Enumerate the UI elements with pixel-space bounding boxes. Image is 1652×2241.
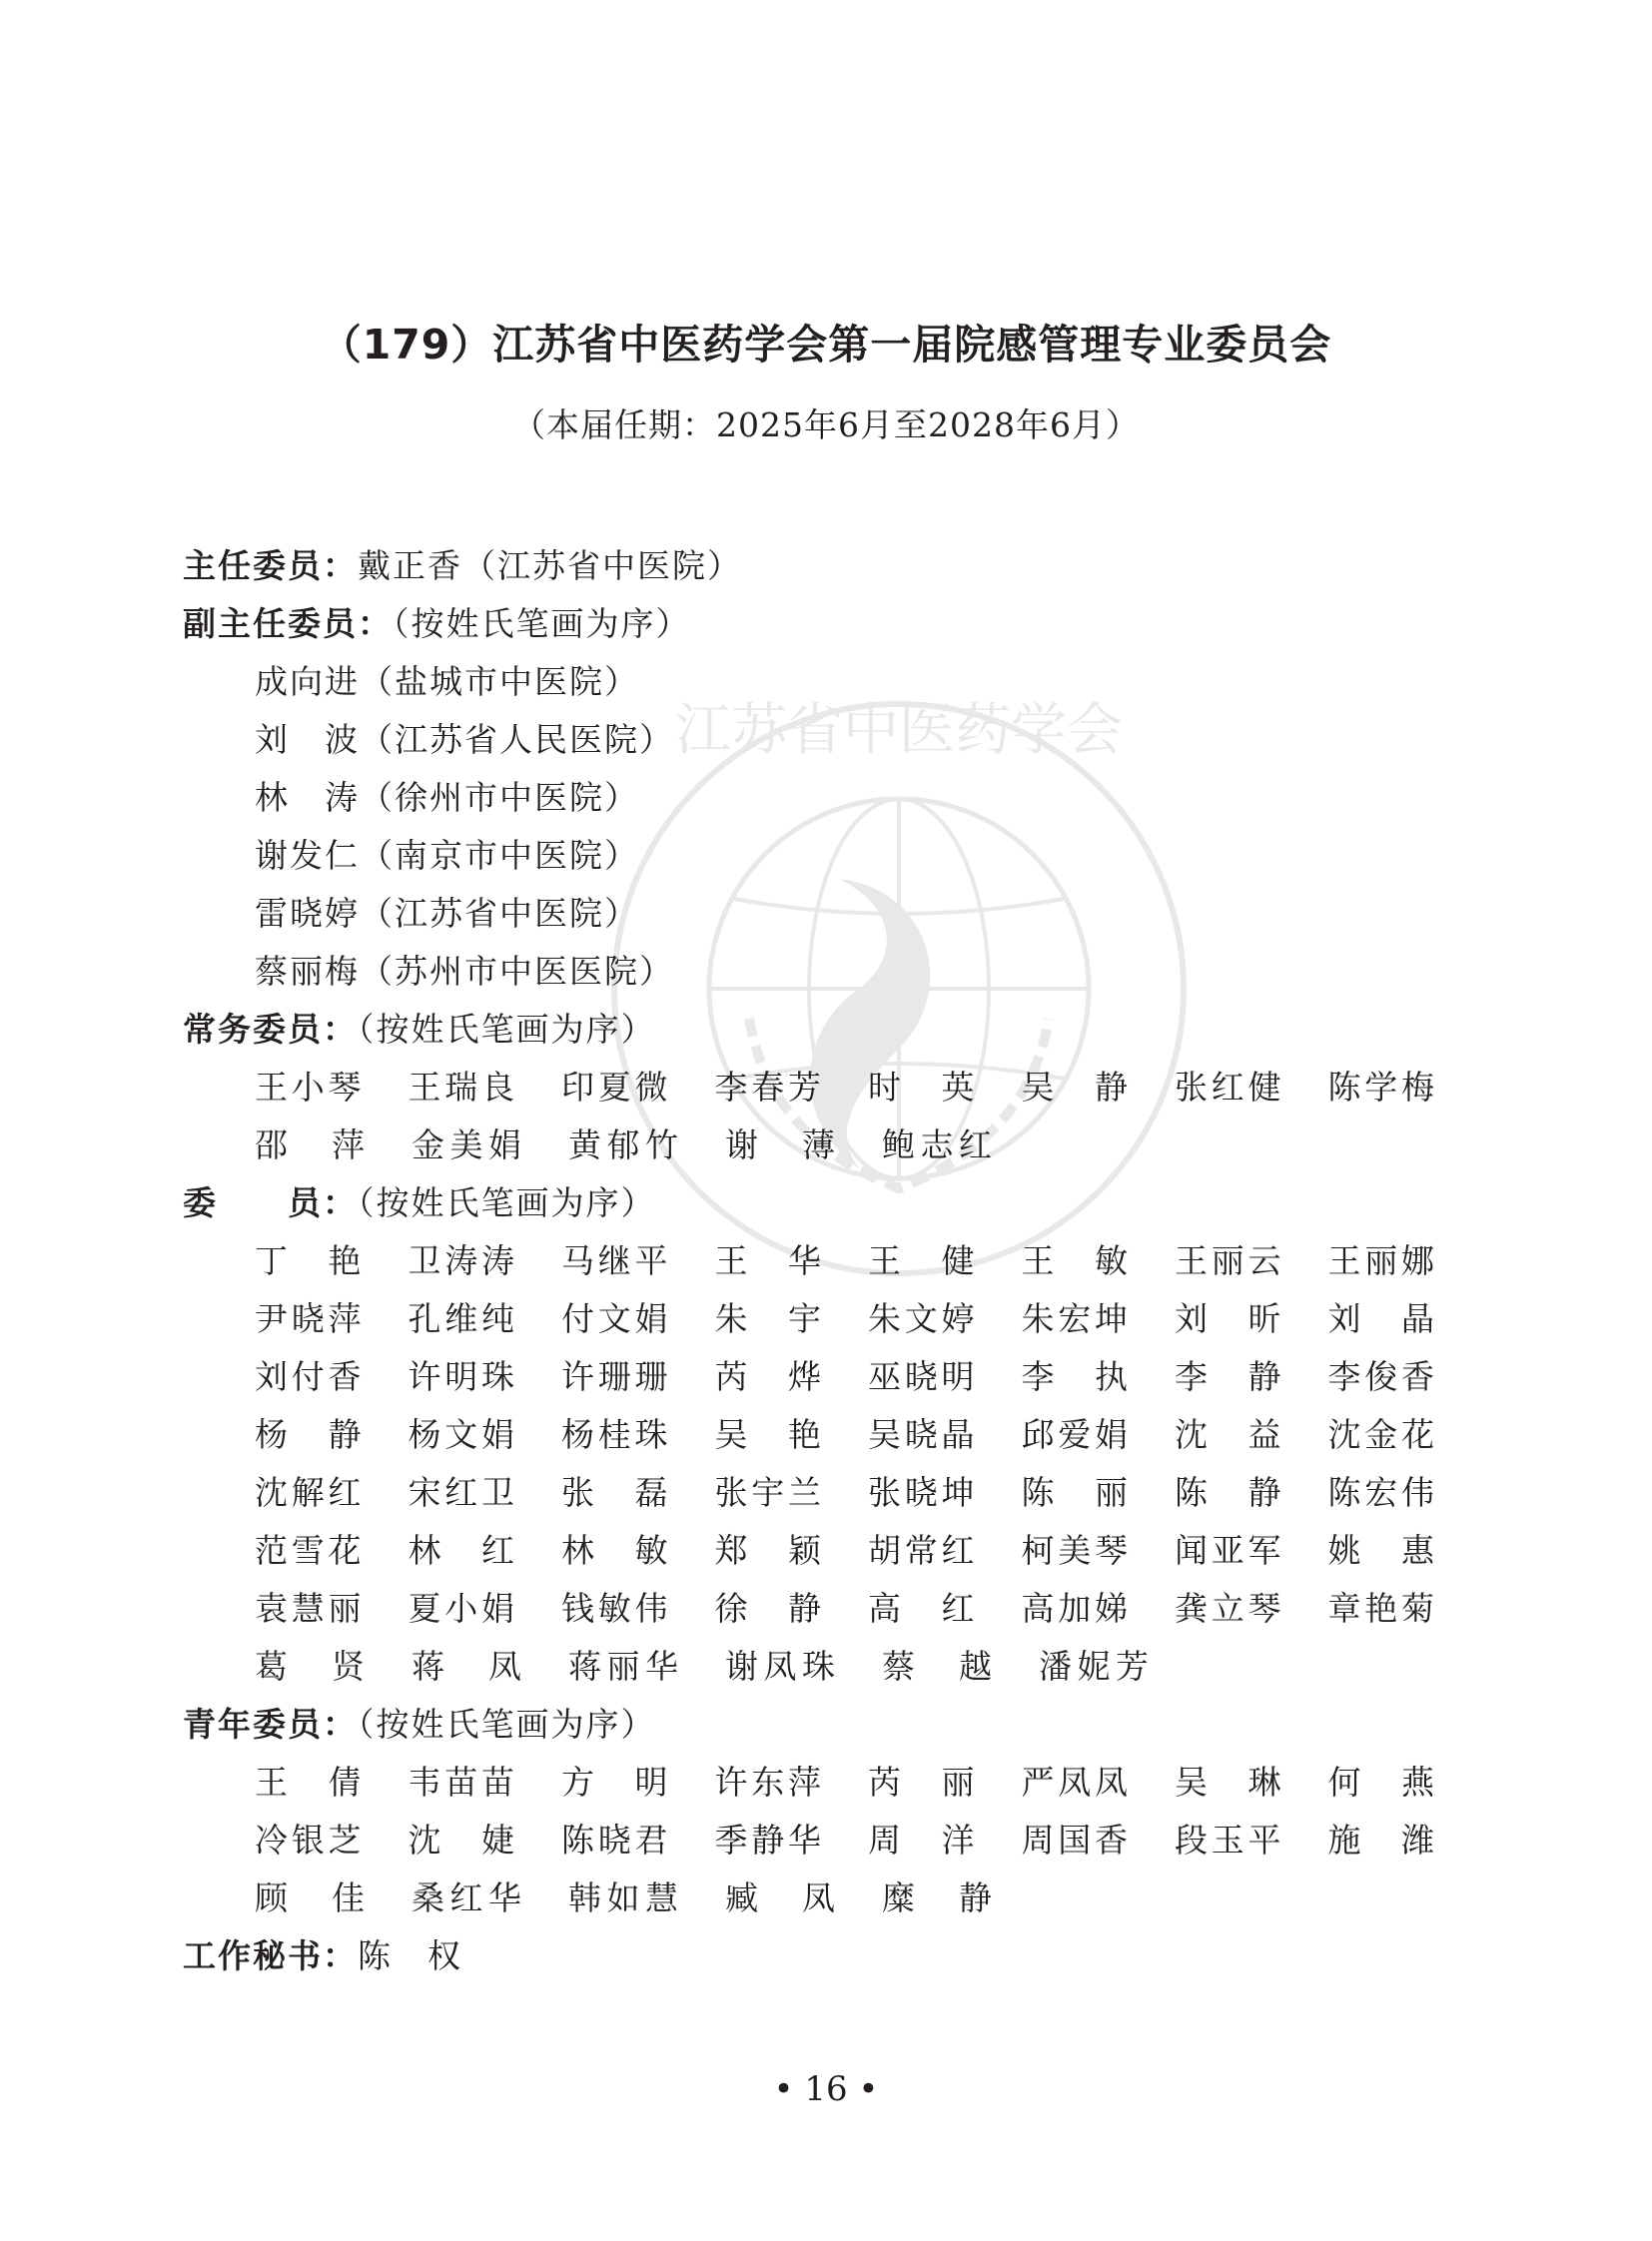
watermark-text: 江苏省中医药学会 xyxy=(675,698,1123,763)
member-name: 闻亚军 xyxy=(1175,1531,1283,1570)
youth-member-name: 臧 凤 xyxy=(725,1878,837,1917)
member-name: 卫涛涛 xyxy=(408,1241,516,1280)
youth-member-name: 吴 琳 xyxy=(1175,1763,1283,1802)
member-name: 李 静 xyxy=(1175,1357,1283,1396)
member-name: 孔维纯 xyxy=(408,1299,516,1338)
standing-member-row xyxy=(183,1059,1481,1117)
vice-director-item xyxy=(183,653,1481,711)
vice-director-org: （徐州市中医院） xyxy=(360,778,639,817)
vice-director-name: 蔡丽梅 xyxy=(255,952,360,991)
member-row xyxy=(183,1638,1481,1696)
standing-member-name: 陈学梅 xyxy=(1327,1068,1436,1107)
committee-list xyxy=(183,537,1481,1985)
member-row xyxy=(183,1406,1481,1464)
secretary-label: 工作秘书： xyxy=(183,1936,358,1975)
term-subtitle: （本届任期：2025年6月至2028年6月） xyxy=(512,405,1140,444)
member-name: 沈金花 xyxy=(1327,1415,1436,1454)
member-name: 杨 静 xyxy=(255,1415,364,1454)
vice-director-item xyxy=(183,711,1481,769)
member-name: 陈 静 xyxy=(1175,1473,1283,1512)
member-name: 陈 丽 xyxy=(1021,1473,1130,1512)
member-name: 葛 贤 xyxy=(255,1647,367,1686)
member-name: 李 执 xyxy=(1021,1357,1130,1396)
secretary-value: 陈 权 xyxy=(358,1936,462,1975)
member-name: 高加娣 xyxy=(1021,1589,1130,1628)
member-name: 姚 惠 xyxy=(1327,1531,1436,1570)
member-name: 宋红卫 xyxy=(408,1473,516,1512)
member-name: 许明珠 xyxy=(408,1357,516,1396)
member-name: 章艳菊 xyxy=(1327,1589,1436,1628)
youth-member-name: 芮 丽 xyxy=(868,1763,977,1802)
member-name: 王 华 xyxy=(714,1241,823,1280)
member-name: 蔡 越 xyxy=(882,1647,994,1686)
member-name: 王 健 xyxy=(868,1241,977,1280)
youth-member-name: 沈 婕 xyxy=(408,1821,516,1860)
member-name: 沈解红 xyxy=(255,1473,364,1512)
vice-director-org: （南京市中医院） xyxy=(360,836,639,875)
member-row xyxy=(183,1464,1481,1522)
member-row xyxy=(183,1232,1481,1290)
member-name: 吴晓晶 xyxy=(868,1415,977,1454)
vice-director-name: 刘 波 xyxy=(255,720,360,759)
members-heading xyxy=(183,1174,1481,1232)
member-name: 李俊香 xyxy=(1327,1357,1436,1396)
vice-director-org: （盐城市中医院） xyxy=(360,662,639,701)
standing-members-heading xyxy=(183,1001,1481,1059)
member-name: 朱文婷 xyxy=(868,1299,977,1338)
standing-member-name: 印夏微 xyxy=(561,1068,670,1107)
member-name: 蒋丽华 xyxy=(568,1647,680,1686)
youth-member-row xyxy=(183,1754,1481,1812)
member-name: 胡常红 xyxy=(868,1531,977,1570)
member-name: 丁 艳 xyxy=(255,1241,364,1280)
youth-member-name: 方 明 xyxy=(561,1763,670,1802)
member-name: 王丽云 xyxy=(1175,1241,1283,1280)
youth-member-name: 糜 静 xyxy=(882,1878,994,1917)
member-name: 王丽娜 xyxy=(1327,1241,1436,1280)
youth-member-name: 王 倩 xyxy=(255,1763,364,1802)
page-title: （179）江苏省中医药学会第一届院感管理专业委员会 xyxy=(320,321,1332,369)
vice-director-item xyxy=(183,769,1481,827)
youth-member-name: 许东萍 xyxy=(714,1763,823,1802)
standing-member-name: 黄郁竹 xyxy=(568,1125,680,1164)
member-name: 尹晓萍 xyxy=(255,1299,364,1338)
vice-director-item xyxy=(183,827,1481,885)
member-name: 蒋 凤 xyxy=(412,1647,523,1686)
page-number: • 16 • xyxy=(773,2069,879,2109)
vice-director-name: 谢发仁 xyxy=(255,836,360,875)
youth-members-list xyxy=(183,1754,1481,1927)
member-name: 张宇兰 xyxy=(714,1473,823,1512)
vice-directors-note: （按姓氏笔画为序） xyxy=(393,604,691,643)
youth-member-name: 段玉平 xyxy=(1175,1821,1283,1860)
member-name: 夏小娟 xyxy=(408,1589,516,1628)
member-name: 巫晓明 xyxy=(868,1357,977,1396)
member-name: 林 敏 xyxy=(561,1531,670,1570)
director-label: 主任委员： xyxy=(183,546,358,585)
member-name: 朱宏坤 xyxy=(1021,1299,1130,1338)
youth-member-name: 周国香 xyxy=(1021,1821,1130,1860)
youth-member-name: 顾 佳 xyxy=(255,1878,367,1917)
vice-director-org: （江苏省人民医院） xyxy=(360,720,674,759)
standing-members-list xyxy=(183,1059,1481,1174)
member-name: 高 红 xyxy=(868,1589,977,1628)
vice-director-name: 雷晓婷 xyxy=(255,894,360,933)
member-name: 许珊珊 xyxy=(561,1357,670,1396)
member-name: 邱爱娟 xyxy=(1021,1415,1130,1454)
standing-member-name: 王小琴 xyxy=(255,1068,364,1107)
member-name: 沈 益 xyxy=(1175,1415,1283,1454)
vice-directors-list xyxy=(183,653,1481,1001)
director-value: 戴正香（江苏省中医院） xyxy=(358,546,742,585)
member-name: 徐 静 xyxy=(714,1589,823,1628)
vice-director-item xyxy=(183,943,1481,1001)
member-name: 钱敏伟 xyxy=(561,1589,670,1628)
vice-director-org: （苏州市中医医院） xyxy=(360,952,674,991)
member-name: 陈宏伟 xyxy=(1327,1473,1436,1512)
member-row xyxy=(183,1522,1481,1580)
member-name: 刘 晶 xyxy=(1327,1299,1436,1338)
member-name: 郑 颖 xyxy=(714,1531,823,1570)
member-name: 龚立琴 xyxy=(1175,1589,1283,1628)
youth-member-name: 周 洋 xyxy=(868,1821,977,1860)
member-row xyxy=(183,1348,1481,1406)
member-name: 谢凤珠 xyxy=(725,1647,837,1686)
standing-member-name: 李春芳 xyxy=(714,1068,823,1107)
vice-director-item xyxy=(183,885,1481,943)
member-name: 杨文娟 xyxy=(408,1415,516,1454)
member-name: 林 红 xyxy=(408,1531,516,1570)
secretary-line xyxy=(183,1927,1481,1985)
standing-members-note: （按姓氏笔画为序） xyxy=(358,1010,656,1049)
youth-member-name: 严凤凤 xyxy=(1021,1763,1130,1802)
member-name: 袁慧丽 xyxy=(255,1589,364,1628)
member-name: 杨桂珠 xyxy=(561,1415,670,1454)
vice-director-org: （江苏省中医院） xyxy=(360,894,639,933)
youth-member-name: 何 燕 xyxy=(1327,1763,1436,1802)
youth-members-heading xyxy=(183,1696,1481,1754)
members-label: 委 员： xyxy=(183,1183,358,1222)
member-name: 吴 艳 xyxy=(714,1415,823,1454)
member-name: 刘付香 xyxy=(255,1357,364,1396)
member-name: 范雪花 xyxy=(255,1531,364,1570)
vice-director-name: 林 涛 xyxy=(255,778,360,817)
youth-member-row xyxy=(183,1812,1481,1869)
member-name: 刘 昕 xyxy=(1175,1299,1283,1338)
youth-member-name: 陈晓君 xyxy=(561,1821,670,1860)
member-name: 朱 宇 xyxy=(714,1299,823,1338)
youth-members-note: （按姓氏笔画为序） xyxy=(358,1705,656,1744)
vice-directors-heading xyxy=(183,595,1481,653)
standing-member-name: 吴 静 xyxy=(1021,1068,1130,1107)
standing-member-name: 鲍志红 xyxy=(882,1125,994,1164)
standing-member-name: 王瑞良 xyxy=(408,1068,516,1107)
youth-member-name: 韩如慧 xyxy=(568,1878,680,1917)
vice-director-name: 成向进 xyxy=(255,662,360,701)
vice-directors-label: 副主任委员： xyxy=(183,604,393,643)
member-name: 芮 烨 xyxy=(714,1357,823,1396)
member-name: 柯美琴 xyxy=(1021,1531,1130,1570)
standing-members-label: 常务委员： xyxy=(183,1010,358,1049)
youth-member-name: 施 潍 xyxy=(1327,1821,1436,1860)
youth-member-name: 韦苗苗 xyxy=(408,1763,516,1802)
standing-member-name: 时 英 xyxy=(868,1068,977,1107)
youth-member-name: 冷银芝 xyxy=(255,1821,364,1860)
member-name: 王 敏 xyxy=(1021,1241,1130,1280)
youth-members-label: 青年委员： xyxy=(183,1705,358,1744)
member-name: 张晓坤 xyxy=(868,1473,977,1512)
standing-member-name: 张红健 xyxy=(1175,1068,1283,1107)
director-line xyxy=(183,537,1481,595)
members-list xyxy=(183,1232,1481,1696)
member-name: 马继平 xyxy=(561,1241,670,1280)
member-name: 张 磊 xyxy=(561,1473,670,1512)
standing-member-name: 金美娟 xyxy=(412,1125,523,1164)
standing-member-name: 邵 萍 xyxy=(255,1125,367,1164)
standing-member-name: 谢 薄 xyxy=(725,1125,837,1164)
youth-member-row xyxy=(183,1869,1481,1927)
member-name: 潘妮芳 xyxy=(1039,1647,1151,1686)
member-name: 付文娟 xyxy=(561,1299,670,1338)
member-row xyxy=(183,1290,1481,1348)
youth-member-name: 季静华 xyxy=(714,1821,823,1860)
youth-member-name: 桑红华 xyxy=(412,1878,523,1917)
members-note: （按姓氏笔画为序） xyxy=(358,1183,656,1222)
standing-member-row xyxy=(183,1117,1481,1174)
member-row xyxy=(183,1580,1481,1638)
